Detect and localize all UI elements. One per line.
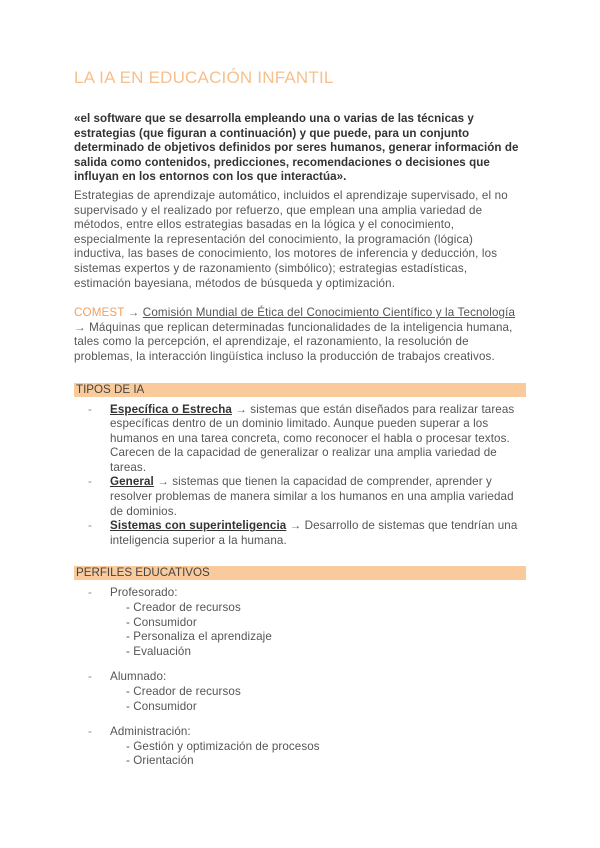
comest-acronym: COMEST — [74, 306, 125, 320]
dash-bullet: - — [88, 725, 92, 739]
profile-subitems — [110, 601, 526, 659]
subitem: - Orientación — [126, 754, 194, 768]
subitem: - Consumidor — [126, 615, 197, 629]
dash-bullet: - — [88, 670, 92, 684]
comest-full-name: Comisión Mundial de Ética del Conocimiento Científico y la Tecnología — [142, 306, 516, 320]
section-heading-perfiles: PERFILES EDUCATIVOS — [74, 566, 526, 580]
profile-label: Profesorado: — [110, 586, 178, 600]
subitem: - Personaliza el aprendizaje — [126, 630, 272, 644]
list-item — [74, 403, 526, 476]
dash-bullet: - — [88, 402, 92, 416]
subitem: - Consumidor — [126, 699, 197, 713]
subitem: - Creador de recursos — [126, 601, 241, 615]
dash-bullet: - — [88, 586, 92, 600]
profile-label: Administración: — [110, 725, 191, 739]
ai-definition-quote: «el software que se desarrolla empleando una o varias de las técnicas y estrategias (que figuran a continuación) y que puede, para un conjunto determinado de objetivos definidos por seres humanos, generar información de salida como contenidos, predicciones, recomendaciones o decisiones que influyan en los entornos con los que interactúa». — [74, 112, 519, 184]
comest-paragraph — [74, 306, 526, 364]
profile-subitems — [110, 740, 526, 769]
list-item — [74, 475, 526, 519]
comest-description: → Máquinas que replican determinadas funcionalidades de la inteligencia humana, tales como la percepción, el aprendizaje, el razonamiento, la resolución de problemas, la interacción lingüística incluso la producción de trabajos creativos. — [74, 320, 513, 363]
term-description: → Desarrollo de sistemas que tendrían una inteligencia superior a la humana. — [110, 519, 518, 547]
term: Específica o Estrecha — [110, 402, 232, 416]
document-page — [74, 68, 526, 787]
subitem: - Evaluación — [126, 644, 191, 658]
term-description: → sistemas que tienen la capacidad de comprender, aprender y resolver problemas de manera similar a los humanos en una amplia variedad de dominios. — [110, 475, 514, 518]
tipos-list — [74, 403, 526, 549]
profile-group — [74, 586, 526, 659]
subitem: - Creador de recursos — [126, 685, 241, 698]
term: Sistemas con superinteligencia — [110, 519, 287, 533]
section-heading-tipos: TIPOS DE IA — [74, 383, 526, 397]
profile-label: Alumnado: — [110, 670, 167, 684]
dash-bullet: - — [88, 475, 92, 489]
document-title: LA IA EN EDUCACIÓN INFANTIL — [74, 68, 334, 87]
profile-group — [74, 670, 526, 714]
arrow: → — [124, 306, 143, 320]
term: General — [110, 475, 154, 489]
profile-subitems — [110, 685, 526, 714]
ai-techniques-paragraph: Estrategias de aprendizaje automático, incluidos el aprendizaje supervisado, el no supervisado y el realizado por refuerzo, que emplean una amplia variedad de métodos, entre ellos estrategias basadas en la lógica y el conocimiento, especialmente la representación del conocimiento, la programación (lógica) inductiva, las bases de conocimiento, los motores de inferencia y deducción, los sistemas expertos y de razonamiento (simbólico); estrategias estadísticas, estimación bayesiana, métodos de búsqueda y optimización. — [74, 188, 508, 290]
perfiles-list — [74, 586, 526, 769]
subitem: - Gestión y optimización de procesos — [126, 739, 320, 753]
dash-bullet: - — [88, 519, 92, 533]
term-description: → sistemas que están diseñados para realizar tareas específicas dentro de un dominio limitado. Aunque pueden superar a los humanos en una tarea concreta, como reconocer el habla o procesar textos. Carecen de la capacidad de generalizar o realizar una amplia variedad de tareas. — [110, 402, 515, 474]
list-item — [74, 519, 526, 548]
profile-group — [74, 725, 526, 769]
